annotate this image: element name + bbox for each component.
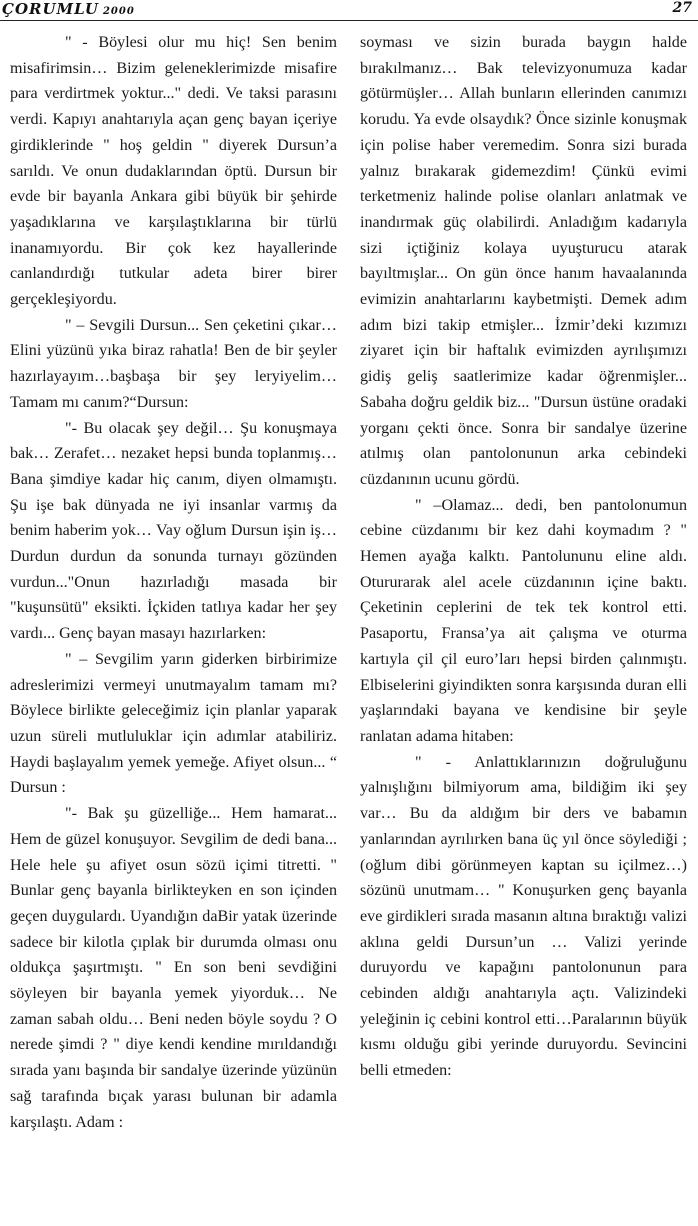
right-column	[360, 30, 687, 1084]
paragraph: " – Sevgilim yarın giderken birbirimize adreslerimizi vermeyi unutmayalım tamam mı? Böylece birlikte geleceğimiz için planlar yaparak uzun süreli mutluluklar için adımlar atabiliriz. Haydi başlayalım yemek yemeğe. Afiyet olsun... “ Dursun :	[10, 650, 337, 797]
paragraph: " - Anlattıklarınızın doğruluğunu yalnışlığını bilmiyorum ama, bildiğim iki şey var… Bu da aldığım bir ders ve babamın yanlarından ayrılırken bana üç yıl önce söylediği ; (oğlum dibi görünmeyen kaptan su içilmez…) sözünü unutmam… " Konuşurken genç bayanla eve girdikleri sırada masanın altına bıraktığı valizi aklına geldi Dursun’un … Valizi yerinde duruyordu ve kapağını pantolonunun para cebinden aldığı anahtarıyla açtı. Valizindeki yeleğinin iç cebini kontrol etti…Paralarının büyük kısmı olduğu gibi yerinde duruyordu. Sevincini belli etmeden:	[360, 753, 687, 1080]
paragraph: "- Bu olacak şey değil… Şu konuşmaya bak… Zerafet… nezaket hepsi bunda toplanmış… Bana şimdiye kadar hiç canım, diyen olmamıştı. Şu işe bak dünyada ne iyi insanlar varmış da benim haberim yok… Vay oğlum Dursun işin iş… Durdun durdun da sonunda turnayı gözünden vurdun..."Onun hazırladığı masada bir "kuşunsütü" eksikti. İçkiden tatlıya kadar her şey vardı... Genç bayan masayı hazırlarken:	[10, 419, 337, 643]
paragraph: " –Olamaz... dedi, ben pantolonumun cebine cüzdanımı bir kez dahi koymadım ? " Hemen ayağa kalktı. Pantolununu eline aldı. Otururarak alel acele cüzdanının içine baktı. Çeketinin ceplerini de tek tek kontrol etti. Pasaportu, Fransa’ya ait çalışma ve oturma kartıyla çil çil euro’ları hepsi birden çalınmıştı. Elbiselerini giyindikten sonra karşısında duran elli yaşlarındaki bayana ve kendisine bir şeyle ranlatan adama hitaben:	[360, 496, 687, 745]
magazine-year: 2000	[102, 6, 135, 17]
page-number: 27	[672, 0, 692, 16]
paragraph: "- Bak şu güzelliğe... Hem hamarat... Hem de güzel konuşuyor. Sevgilim de dedi bana... Hele hele şu afiyet osun sözü içimi titretti. " Bunlar genç bayanla birlikteyken en son içinden geçen duygulardı. Uyandığın daBir yatak üzerinde sadece bir kilotla çıplak bir durumda olması onu oldukça şaşırtmıştı. " En son beni sevdiğini söyleyen bir bayanla yemek yiyorduk… Ne zaman sabah oldu… Beni neden böyle soydu ? O nerede şimdi ? " diye kendi kendine mırıldandığı sırada yanı başında bir sandalye üzerinde yüzünün sağ tarafında bıçak yarası bulunan bir adamla karşılaştı. Adam :	[10, 805, 337, 1131]
page-header	[0, 0, 698, 20]
header-rule	[0, 20, 698, 21]
magazine-title	[2, 0, 135, 18]
left-column	[10, 30, 337, 1135]
paragraph: " - Böylesi olur mu hiç! Sen benim misafirimsin… Bizim geleneklerimizde misafire para verdirtmek yoktur..." dedi. Ve taksi parasını verdi. Kapıyı anahtarıyla açan genç bayan içeriye girdiklerinde " hoş geldin " diyerek Dursun’a sarıldı. Ve onun dudaklarından öptü. Dursun bir evde bir bayanla Ankara gibi büyük bir şehirde yaşadıklarına ve karşılaştıklarına bir türlü inanamıyordu. Bir çok kez hayallerinde canlandırdığı tutkular adeta birer birer gerçekleşiyordu.	[10, 34, 337, 309]
paragraph: soyması ve sizin burada baygın halde bırakılmanız… Bak televizyonumuza kadar götürmüşler… Allah bunların ellerinden canımızı korudu. Ya evde olsaydık? Önce sizinle konuşmak için polise haber veremedim. Sonra sizi burada yalnız bırakarak gidemezdim! Çünkü evimi terketmeniz halinde polise olanları anlatmak ve inandırmak güç olabilirdi. Anladığım kadarıyla sizi içtiğiniz kolaya uyuşturucu atarak bayıltmışlar... On gün önce hanım havaalanında evimizin anahtarlarını kaybetmişti. Demek adım adım bizi takip etmişler... İzmir’deki kızımızı ziyaret için bir haftalık evimizden ayrılışımızı gidiş geliş saatlerimize kadar öğrenmişler... Sabaha doğru geldik biz... "Dursun üstüne oradaki yorganı çekti önce. Sonra bir sandalye üzerine atılmış olan pantolonunun arka cebindeki cüzdanının ucunu gördü.	[360, 34, 687, 488]
paragraph: " – Sevgili Dursun... Sen çeketini çıkar… Elini yüzünü yıka biraz rahatla! Ben de bir şeyler hazırlayayım…başbaşa bir şey leryiyelim… Tamam mı canım?“Dursun:	[10, 316, 337, 411]
magazine-name: ÇORUMLU	[2, 0, 99, 18]
